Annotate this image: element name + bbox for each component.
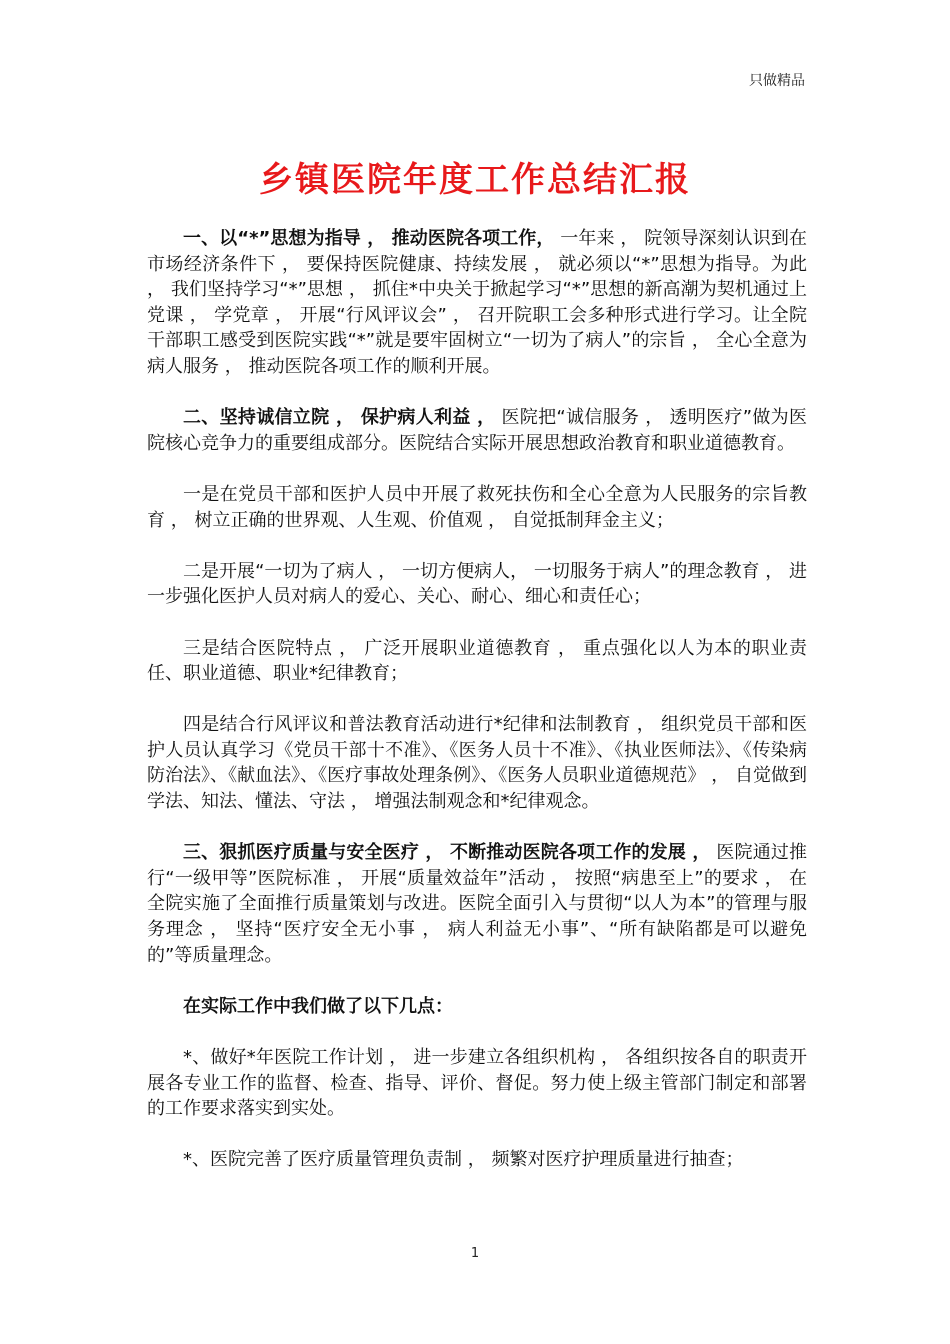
paragraph-8-heading: 在实际工作中我们做了以下几点：	[183, 995, 453, 1017]
paragraph-10	[147, 1147, 807, 1173]
paragraph-8	[147, 994, 807, 1020]
paragraph-2	[147, 405, 807, 456]
paragraph-1	[147, 226, 807, 380]
header-note: 只做精品	[749, 73, 805, 89]
paragraph-7-heading: 三、狠抓医疗质量与安全医疗 ， 不断推动医院各项工作的发展 ，	[183, 842, 711, 864]
paragraph-3-text: 一是在党员干部和医护人员中开展了救死扶伤和全心全意为人民服务的宗旨教育 ， 树立正确的世界观、人生观、价值观 ， 自觉抵制拜金主义；	[147, 483, 807, 531]
page-number: 1	[470, 1246, 480, 1261]
paragraph-2-text: 医院把“诚信服务 ， 透明医疗”做为医院核心竞争力的重要组成部分。医院结合实际开展思想政治教育和职业道德教育。	[147, 407, 807, 454]
paragraph-10-text: *、医院完善了医疗质量管理负责制 ， 频繁对医疗护理质量进行抽查；	[183, 1149, 744, 1171]
paragraph-9-text: *、做好*年医院工作计划 ， 进一步建立各组织机构 ， 各组织按各自的职责开展各专业工作的监督、检查、指导、评价、督促。努力使上级主管部门制定和部署的工作要求落实到实处。	[147, 1047, 807, 1120]
paragraph-6-text: 四是结合行风评议和普法教育活动进行*纪律和法制教育 ， 组织党员干部和医护人员认真学习《党员干部十不准》、《医务人员十不准》、《执业医师法》、《传染病防治法》、《献血法》、《医疗事故处理条例》、《医务人员职业道德规范》 ， 自觉做到学法、知法、懂法、守法 ， 增强法制观念和*纪律观念。	[147, 714, 807, 813]
paragraph-1-heading: 一、以“*”思想为指导 ， 推动医院各项工作，	[183, 228, 555, 249]
paragraph-2-heading: 二、坚持诚信立院 ， 保护病人利益 ，	[183, 407, 496, 429]
paragraph-4	[147, 559, 807, 610]
document-title: 乡镇医院年度工作总结汇报	[259, 160, 691, 200]
paragraph-7-text: 医院通过推行“一级甲等”医院标准 ， 开展“质量效益年”活动 ， 按照“病患至上”的要求 ， 在全院实施了全面推行质量策划与改进。医院全面引入与贯彻“以人为本”的管理与服务理念 ， 坚持“医疗安全无小事 ， 病人利益无小事”、“所有缺陷都是可以避免的”等质量理念。	[147, 842, 807, 966]
paragraph-9	[147, 1045, 807, 1122]
paragraph-5	[147, 636, 807, 687]
paragraph-1-text: 一年来 ， 院领导深刻认识到在市场经济条件下 ， 要保持医院健康、持续发展 ， 就必须以“*”思想为指导。为此 ， 我们坚持学习“*”思想 ， 抓住*中央关于掀起学习“*”思想的新高潮为契机通过上党课 ， 学党章 ， 开展“行风评议会” ， 召开院职工会多种形式进行学习。让全院干部职工感受到医院实践“*”就是要牢固树立“一切为了病人”的宗旨 ， 全心全意为病人服务 ， 推动医院各项工作的顺利开展。	[147, 228, 807, 377]
paragraph-6	[147, 712, 807, 814]
paragraph-5-text: 三是结合医院特点 ， 广泛开展职业道德教育 ， 重点强化以人为本的职业责任、职业道德、职业*纪律教育；	[147, 637, 807, 685]
paragraph-4-text: 二是开展“一切为了病人 ， 一切方便病人， 一切服务于病人”的理念教育 ， 进一步强化医护人员对病人的爱心、关心、耐心、细心和责任心；	[147, 560, 807, 608]
document-body	[147, 226, 807, 1199]
paragraph-7	[147, 840, 807, 968]
paragraph-3	[147, 482, 807, 533]
